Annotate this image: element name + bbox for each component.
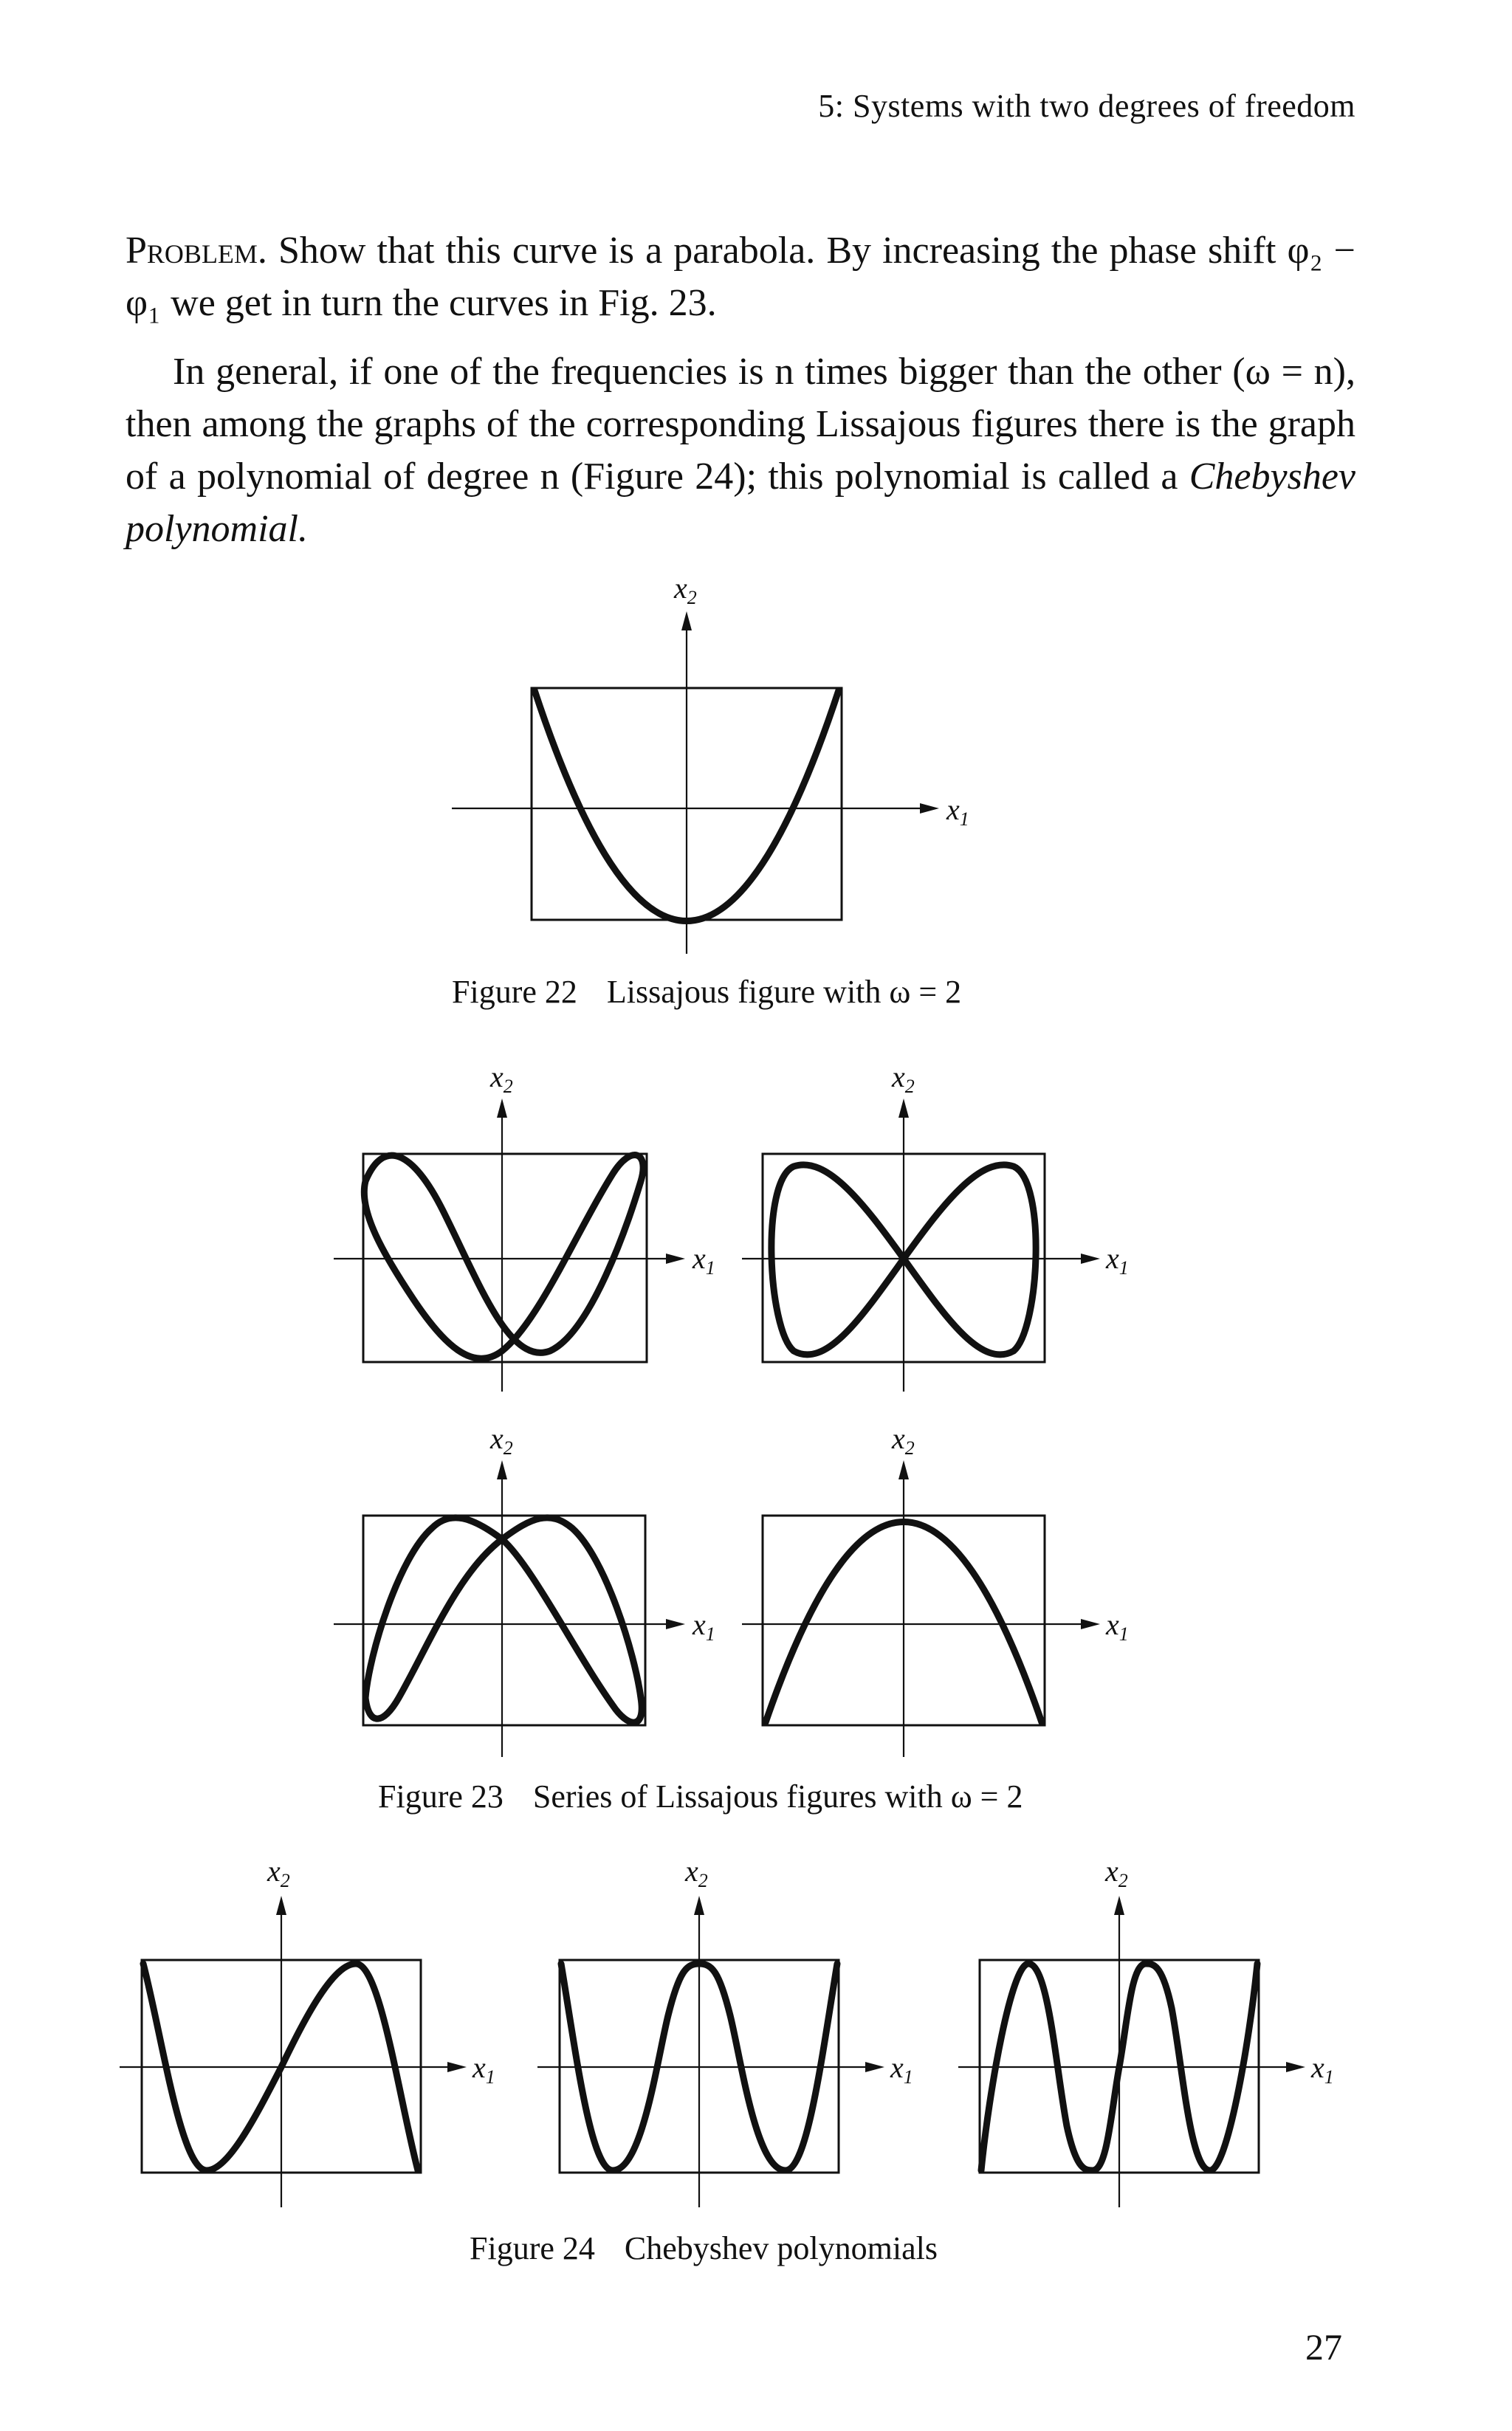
running-head: 5: Systems with two degrees of freedom bbox=[818, 88, 1355, 124]
svg-text:x1: $x_1$ bbox=[472, 2051, 495, 2088]
problem-label: Problem. bbox=[126, 230, 267, 272]
x1-label: $x_1$ bbox=[946, 793, 969, 830]
svg-text:x2: $x_2$ bbox=[490, 1422, 513, 1459]
svg-text:x2: $x_2$ bbox=[490, 1060, 513, 1097]
chebyshev-degree-5-panel bbox=[958, 1854, 1334, 2207]
figure-24-number: Figure 24 bbox=[470, 2230, 595, 2266]
svg-text:x1: $x_1$ bbox=[1106, 1242, 1129, 1279]
figure-24-text: Chebyshev polynomials bbox=[624, 2230, 938, 2266]
svg-text:x1: $x_1$ bbox=[1311, 2051, 1334, 2088]
x2-label: $x_2$ bbox=[674, 571, 697, 608]
problem-text: Show that this curve is a parabola. By increasing the phase shift φ₂ − φ₁ we get in turn the curves in Fig. 23. bbox=[126, 230, 1356, 324]
figure-22-number: Figure 22 bbox=[452, 974, 577, 1010]
svg-text:x2: $x_2$ bbox=[1105, 1854, 1128, 1891]
svg-text:x2: $x_2$ bbox=[267, 1854, 290, 1891]
chebyshev-degree-3-panel bbox=[120, 1854, 495, 2207]
figure-23-text: Series of Lissajous figures with ω = 2 bbox=[532, 1778, 1023, 1815]
svg-text:x1: $x_1$ bbox=[890, 2051, 913, 2088]
page-number: 27 bbox=[1305, 2326, 1342, 2368]
chebyshev-degree-4-panel bbox=[537, 1854, 913, 2207]
svg-text:x1: $x_1$ bbox=[693, 1608, 715, 1645]
svg-text:x1: $x_1$ bbox=[1106, 1608, 1129, 1645]
figure-22-text: Lissajous figure with ω = 2 bbox=[606, 974, 962, 1010]
svg-text:x2: $x_2$ bbox=[685, 1854, 708, 1891]
chebyshev-text: In general, if one of the frequencies is n times bigger than the other (ω = n), then among the graphs of the corresponding Lissajous figures there is the graph of a polynomial of degree n (Figure 24); this polynomial is called a bbox=[126, 351, 1355, 498]
svg-text:x2: $x_2$ bbox=[892, 1422, 915, 1459]
svg-text:x2: $x_2$ bbox=[892, 1060, 915, 1097]
chebyshev-emphasis: Chebyshev polynomial. bbox=[126, 455, 1355, 550]
figure-23-number: Figure 23 bbox=[378, 1778, 504, 1815]
figure-24-caption bbox=[470, 2229, 938, 2267]
svg-text:x1: $x_1$ bbox=[693, 1242, 715, 1279]
